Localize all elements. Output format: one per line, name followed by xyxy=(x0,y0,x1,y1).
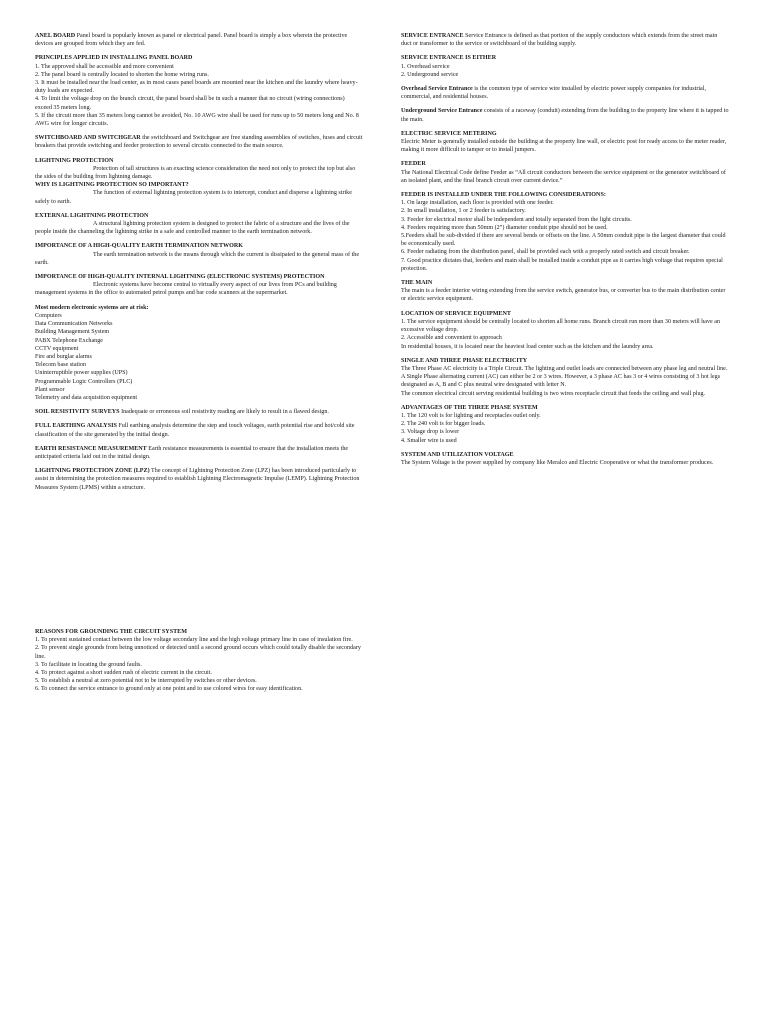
list-item: 5.Feeders shall be sub-divided if there are several bends or offsets on the line. A 50mm conduit pipe is the largest diameter that could be economically used. xyxy=(401,233,726,248)
section-heading: LIGHTNING PROTECTION xyxy=(35,157,114,164)
list-item: 1. The approved shall be accessible and more convenient xyxy=(35,63,174,70)
list-item: 4. Feeders requiring more than 50mm (2”) diameter conduit pipe should not be used. xyxy=(401,224,608,231)
section-heading: EXTERNAL LIGHTNING PROTECTION xyxy=(35,212,149,219)
external-lightning-section xyxy=(35,212,363,237)
section-heading: Underground Service Entrance xyxy=(401,108,483,115)
section-text: consists of a raceway (conduit) extending from the building to the property line where it is tapped to the main. xyxy=(401,108,729,123)
section-heading: ADVANTAGES OF THE THREE PHASE SYSTEM xyxy=(401,404,538,411)
section-heading: Overhead Service Entrance xyxy=(401,86,473,93)
list-item: Uninterruptible power supplies (UPS) xyxy=(35,370,128,377)
section-heading: IMPORTANCE OF HIGH-QUALITY INTERNAL LIGHTNING (ELECTRONIC SYSTEMS) PROTECTION xyxy=(35,274,325,281)
section-text: The earth termination network is the means through which the current is dissipated to the general mass of the earth. xyxy=(35,251,360,266)
lpz-section xyxy=(35,467,363,492)
at-risk-section xyxy=(35,304,363,402)
grounding-section xyxy=(35,628,363,694)
section-heading: ANEL BOARD xyxy=(35,33,76,39)
section-heading: Most modern electronic systems are at risk: xyxy=(35,304,149,311)
panel-board-section xyxy=(35,32,363,48)
paragraph: A Single Phase alternating current (AC) can either be 2 or 3 wires. However, a 3 phase AC has 3 or 4 wires consisting of 3 hot legs designated as A, B and C plus neutral wire designated with letter N. xyxy=(401,374,721,389)
metering-section xyxy=(401,130,729,155)
principles-list xyxy=(35,63,363,129)
section-heading: EARTH RESISTANCE MEASUREMENT xyxy=(35,445,147,452)
principles-section xyxy=(35,54,363,128)
section-heading: SOIL RESISTIVITY SURVEYS xyxy=(35,409,120,416)
section-heading: LOCATION OF SERVICE EQUIPMENT xyxy=(401,310,511,317)
right-column xyxy=(401,32,729,473)
list-item: PABX Telephone Exchange xyxy=(35,337,103,344)
at-risk-list xyxy=(35,312,363,402)
grounding-list xyxy=(35,636,363,693)
list-item: 1. The service equipment should be centrally located to shorten all home runs. Branch circuit run more than 30 meters will have an excessive voltage drop. xyxy=(401,318,721,334)
section-text: Earth resistance measurements is essential to ensure that the installation meets the anticipated criteria laid out in the initial design. xyxy=(35,445,349,460)
list-item: 2. In small installation, 1 or 2 feeder is satisfactory. xyxy=(401,208,526,215)
underground-section xyxy=(401,107,729,123)
section-heading: ELECTRIC SERVICE METERING xyxy=(401,130,497,137)
list-item: 2. The panel board is centrally located to shorten the home wiring runs. xyxy=(35,71,209,78)
section-text: A structural lightning protection system is designed to protect the fabric of a structure and the lives of the people inside the channeling the lightning strike in a safe and controlled manner to the earth termination network. xyxy=(35,221,350,236)
section-text: Full earthing analysis determine the step and touch voltages, earth potential rise and hot/cold site classification of the site generated by the initial design. xyxy=(35,423,355,438)
list-item: Computers xyxy=(35,312,62,319)
list-item: Data Communication Networks xyxy=(35,321,113,328)
list-item: 3. It must be installed near the load center, as in most cases panel boards are mounted near the kitchen and the laundry where heavy-duty loads are expected. xyxy=(35,80,358,95)
section-heading: SWITCHBOARD AND SWITCHGEAR xyxy=(35,135,141,142)
paragraph: The common electrical circuit serving residential building is two wires receptacle circuit that feeds the ceiling and wall plug. xyxy=(401,390,706,397)
list-item: 2. To prevent single grounds from being unnoticed or detected until a second ground occurs which could totally disable the secondary line. xyxy=(35,645,361,660)
section-text: The concept of Lightning Protection Zone (LPZ) has been introduced particularly to assist in determining the protection measures required to establish Lightning Electromagnetic Impulse (LEMP). Lightning Protection Measures System (LPMS) within a structure. xyxy=(35,468,360,491)
list-item: 2. Accessible and convenient to approach xyxy=(401,335,502,342)
section-text: The System Voltage is the power supplied by company like Meralco and Electric Cooperative or what the transformer produces. xyxy=(401,459,714,466)
section-heading: SERVICE ENTRANCE xyxy=(401,33,464,39)
section-heading: FEEDER xyxy=(401,161,426,168)
list-item: 1. The 120 volt is for lighting and receptacles outlet only. xyxy=(401,412,541,419)
service-either-list xyxy=(401,63,729,79)
paragraph: The Three Phase AC electricity is a Triple Circuit. The lighting and outlet loads are connected between any phase leg and neutral line. xyxy=(401,365,728,372)
list-item: Plant sensor xyxy=(35,386,65,393)
section-heading: LIGHTNING PROTECTION ZONE (LPZ) xyxy=(35,468,150,475)
section-text: Service Entrance is defined as that portion of the supply conductors which extends from the street main duct or transformer to the service or switchboard of the building supply. xyxy=(401,33,718,48)
list-item: 3. Voltage drop is lower xyxy=(401,429,460,436)
section-heading: IMPORTANCE OF A HIGH-QUALITY EARTH TERMINATION NETWORK xyxy=(35,243,244,250)
overhead-section xyxy=(401,85,729,101)
list-item: Building Management System xyxy=(35,329,110,336)
lightning-protection-section xyxy=(35,157,363,182)
system-voltage-section xyxy=(401,451,729,467)
earth-termination-section xyxy=(35,242,363,267)
section-text: Panel board is popularly known as panel or electrical panel. Panel board is simply a box wherein the protective devices are grouped from which they are fed. xyxy=(35,33,348,48)
location-section xyxy=(401,310,729,351)
section-heading: FULL EARTHING ANALYSIS xyxy=(35,423,117,430)
list-item: Telecom base station xyxy=(35,362,87,369)
section-text: Protection of tall structures is an exacting science consideration the need not only to protect the top but also the sides of the building from lightning damage. xyxy=(35,165,356,181)
list-item: 2. The 240 volt is for bigger loads. xyxy=(401,421,486,428)
list-item: 3. To facilitate in locating the ground faults. xyxy=(35,661,142,668)
list-item: 6. Feeder radiating from the distribution panel, shall be provided each with a properly rated switch and circuit breaker. xyxy=(401,249,690,256)
single-three-phase-section xyxy=(401,357,729,398)
section-text: Inadequate or erroneous soil resistivity reading are likely to result in a flawed design. xyxy=(121,409,329,416)
list-item: 4. To limit the voltage drop on the branch circuit, the panel board shall be in such a manner that no circuit (wiring connections) exceed 35 meters long. xyxy=(35,96,345,111)
list-item: 1. On large installation, each floor is provided with one feeder. xyxy=(401,200,554,207)
list-item: CCTV equipment xyxy=(35,345,79,352)
section-text: The function of external lightning protection system is to intercept, conduct and disperse a lightning strike safely to earth. xyxy=(35,190,352,205)
section-heading: SINGLE AND THREE PHASE ELECTRICITY xyxy=(401,357,528,364)
feeder-section xyxy=(401,160,729,185)
list-item: 1. Overhead service xyxy=(401,63,450,70)
list-item: 1. To prevent sustained contact between the low voltage secondary line and the high voltage primary line in case of insulation fire. xyxy=(35,637,353,644)
list-item: In residential houses, it is located near the heaviest load center such as the kitchen and the laundry area. xyxy=(401,343,654,350)
earth-resistance-section xyxy=(35,445,363,461)
soil-resistivity-section xyxy=(35,408,363,416)
list-item: 2. Underground service xyxy=(401,71,459,78)
section-text: is the common type of service wire installed by electric power supply companies for industrial, commercial, and residential houses. xyxy=(401,86,706,101)
list-item: Telemetry and data acquisition equipment xyxy=(35,394,138,401)
feeder-considerations-section xyxy=(401,191,729,273)
internal-lightning-section xyxy=(35,273,363,298)
switchboard-section xyxy=(35,134,363,150)
section-heading: REASONS FOR GROUNDING THE CIRCUIT SYSTEM xyxy=(35,629,187,635)
advantages-list xyxy=(401,412,729,445)
list-item: Programmable Logic Controllers (PLC) xyxy=(35,378,133,385)
list-item: 7. Good practice dictates that, feeders and main shall be installed inside a conduit pipe as it carries high voltage that requires special protection. xyxy=(401,257,723,272)
list-item: 5. If the circuit more than 35 meters long cannot be avoided, No. 10 AWG wire shall be used for runs up to 50 meters long and No. 8 AWG wire for longer circuits. xyxy=(35,112,359,128)
grounding-block xyxy=(35,628,363,700)
why-lightning-section xyxy=(35,181,363,206)
section-heading: FEEDER IS INSTALLED UNDER THE FOLLOWING CONSIDERATIONS: xyxy=(401,192,606,199)
location-list xyxy=(401,318,729,351)
section-text: Electric Meter is generally installed outside the building at the property line wall, or electric post for ready access to the meter reader, making it more difficult to tamper or to install jumpers. xyxy=(401,139,727,154)
section-text: the switchboard and Switchgear are free standing assemblies of switches, fuses and circuit breakers that provide switching and feeder protection to several circuits connected to the main source. xyxy=(35,135,363,150)
section-heading: PRINCIPLES APPLIED IN INSTALLING PANEL BOARD xyxy=(35,55,193,62)
feeder-considerations-list xyxy=(401,199,729,273)
list-item: 4. To protect against a short sudden rush of electric current in the circuit. xyxy=(35,670,212,677)
list-item: 6. To connect the service entrance to ground only at one point and to use colored wires for easy identification. xyxy=(35,686,303,693)
list-item: 4. Smaller wire is used xyxy=(401,437,457,444)
section-text: Electronic systems have become central to virtually every aspect of our lives from PCs and building management systems in the office to automated petrol pumps and bar code scanners at the supermarket. xyxy=(35,282,337,297)
section-heading: THE MAIN xyxy=(401,280,433,287)
section-heading: SERVICE ENTRANCE IS EITHER xyxy=(401,55,497,62)
the-main-section xyxy=(401,279,729,304)
section-text: The National Electrical Code define Feeder as “All circuit conductors between the service equipment or the generator switchboard of an isolated plant, and the final branch circuit over current device.” xyxy=(401,169,726,184)
advantages-section xyxy=(401,404,729,445)
section-heading: WHY IS LIGHTNING PROTECTION SO IMPORTANT? xyxy=(35,182,189,189)
list-item: 3. Feeder for electrical motor shall be independent and totally separated from the light circuits. xyxy=(401,216,632,223)
full-earthing-section xyxy=(35,422,363,438)
service-entrance-section xyxy=(401,32,729,48)
list-item: 5. To establish a neutral at zero potential not to be interrupted by switches or other devices. xyxy=(35,678,257,685)
left-column xyxy=(35,32,363,498)
section-text: The main is a feeder interior wiring extending from the service switch, generator bus, or converter bus to the main distribution center or electric service equipment. xyxy=(401,288,726,303)
section-heading: SYSTEM AND UTILIZATION VOLTAGE xyxy=(401,451,514,458)
list-item: Fire and burglar alarms xyxy=(35,353,92,360)
service-either-section xyxy=(401,54,729,79)
